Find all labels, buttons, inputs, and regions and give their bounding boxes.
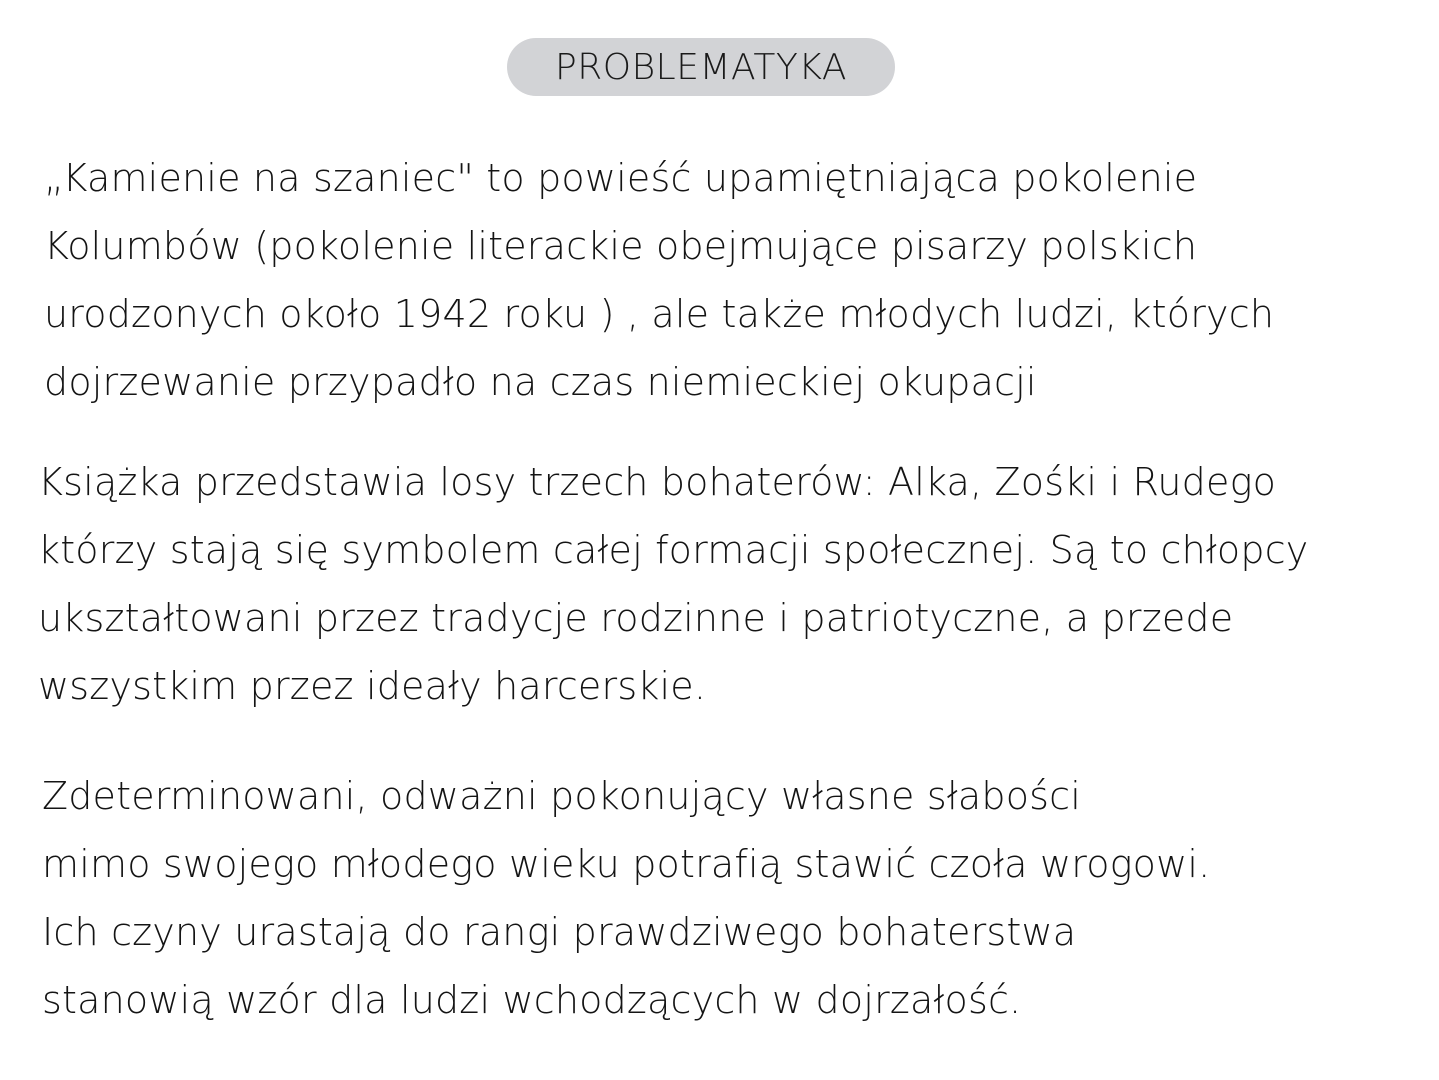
- paragraph-line: Zdeterminowani, odważni pokonujący własne słabości: [42, 774, 1081, 818]
- paragraph-line: stanowią wzór dla ludzi wchodzących w dojrzałość.: [42, 978, 1022, 1022]
- paragraph-line: Książka przedstawia losy trzech bohaterów: Alka, Zośki i Rudego: [38, 460, 1277, 504]
- title-badge: [507, 38, 895, 96]
- paragraph-line: wszystkim przez ideały harcerskie.: [38, 664, 707, 708]
- paragraph-heroes: [38, 448, 1308, 720]
- paragraph-line: dojrzewanie przypadło na czas niemieckiej okupacji: [44, 360, 1037, 404]
- paragraph-line: mimo swojego młodego wieku potrafią stawić czoła wrogowi.: [42, 842, 1211, 886]
- paragraph-line: ukształtowani przez tradycje rodzinne i patriotyczne, a przede: [38, 596, 1234, 640]
- paragraph-line: Kolumbów (pokolenie literackie obejmujące pisarzy polskich: [44, 224, 1198, 268]
- page-title: PROBLEMATYKA: [555, 46, 847, 88]
- paragraph-intro: [44, 144, 1274, 416]
- paragraph-traits: [42, 762, 1210, 1034]
- paragraph-line: „Kamienie na szaniec" to powieść upamiętniająca pokolenie: [44, 156, 1198, 200]
- paragraph-line: urodzonych około 1942 roku ) , ale także młodych ludzi, których: [44, 292, 1275, 336]
- paragraph-line: Ich czyny urastają do rangi prawdziwego bohaterstwa: [42, 910, 1077, 954]
- paragraph-line: którzy stają się symbolem całej formacji społecznej. Są to chłopcy: [38, 528, 1309, 572]
